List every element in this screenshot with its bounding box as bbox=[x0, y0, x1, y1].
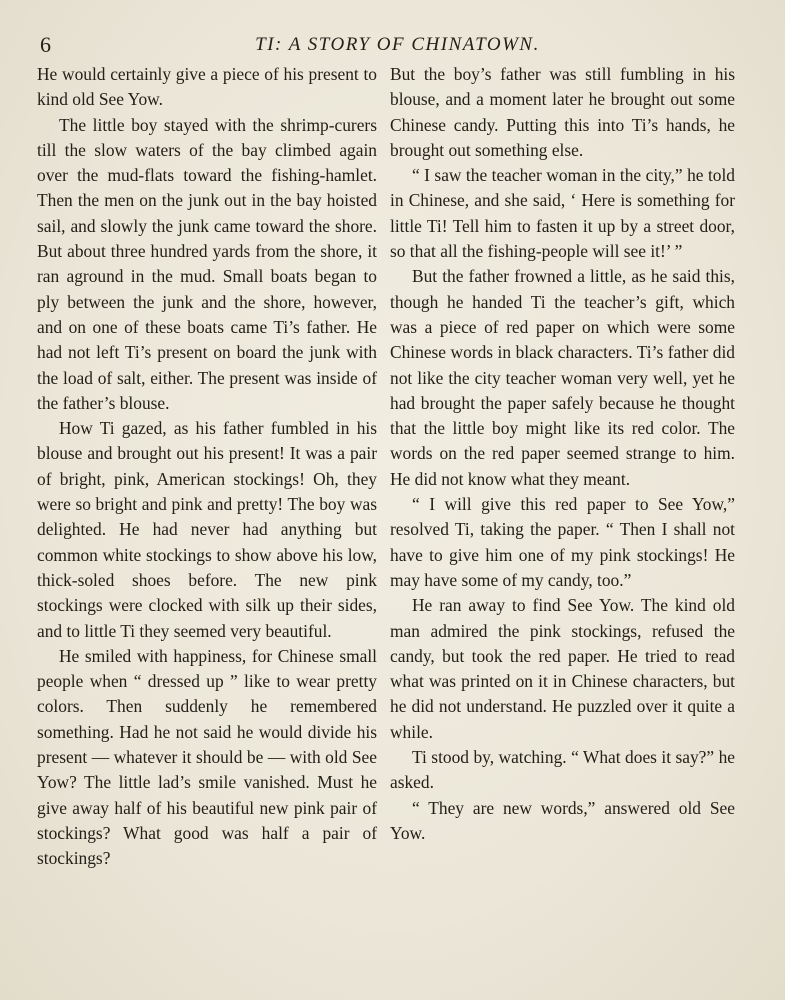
paragraph: How Ti gazed, as his father fumbled in his blouse and brought out his present! It was a pair of bright, pink, American stockings! Oh, they were so bright and pink and pretty! The boy was delighted. He had never had anything but common white stockings to show above his low, thick-soled shoes before. The new pink stockings were clocked with silk up their sides, and to little Ti they seemed very beautiful. bbox=[37, 418, 377, 641]
paragraph: He ran away to find See Yow. The kind old man admired the pink stockings, refused the candy, but took the red paper. He tried to read what was printed on it in Chinese characters, but he did not understand. He puzzled over it quite a while. bbox=[390, 595, 735, 742]
paragraph: The little boy stayed with the shrimp-curers till the slow waters of the bay climbed again over the mud-flats toward the fishing-hamlet. Then the men on the junk out in the bay hoisted sail, and slowly the junk came toward the shore. But about three hundred yards from the shore, it ran aground in the mud. Small boats began to ply between the junk and the shore, however, and on one of these boats came Ti’s father. He had not left Ti’s present on board the junk with the load of salt, either. The present was inside of the father’s blouse. bbox=[37, 114, 377, 413]
paragraph: He smiled with happiness, for Chinese small people when “ dressed up ” like to wear pretty colors. Then suddenly he remembered something. Had he not said he would divide his present — whatever it should be — with old See Yow? The little lad’s smile vanished. Must he give away half of his beautiful new pink pair of stockings? What good was half a pair of stockings? bbox=[37, 645, 377, 869]
right-column bbox=[390, 62, 735, 846]
page-header bbox=[40, 30, 755, 60]
paragraph: “ They are new words,” answered old See Yow. bbox=[390, 797, 735, 843]
paragraph: “ I saw the teacher woman in the city,” he told in Chinese, and she said, ‘ Here is something for little Ti! Tell him to fasten it up by a street door, so that all the fishing-people will see it!’ ” bbox=[390, 165, 735, 262]
paragraph: But the boy’s father was still fumbling in his blouse, and a moment later he brought out some Chinese candy. Putting this into Ti’s hands, he brought out something else. bbox=[390, 64, 735, 160]
paragraph: “ I will give this red paper to See Yow,” resolved Ti, taking the paper. “ Then I shall not have to give him one of my pink stockings! He may have some of my candy, too.” bbox=[390, 494, 735, 590]
page-number: 6 bbox=[40, 32, 51, 57]
paragraph: He would certainly give a piece of his present to kind old See Yow. bbox=[37, 64, 377, 110]
running-head: TI: A STORY OF CHINATOWN. bbox=[255, 34, 540, 55]
left-column bbox=[37, 62, 377, 872]
paragraph: Ti stood by, watching. “ What does it say?” he asked. bbox=[390, 747, 735, 793]
paragraph: But the father frowned a little, as he said this, though he handed Ti the teacher’s gift, which was a piece of red paper on which were some Chinese words in black characters. Ti’s father did not like the city teacher woman very well, yet he had brought the paper safely because he thought that the little boy might like its red color. The words on the red paper seemed strange to him. He did not know what they meant. bbox=[390, 266, 735, 489]
